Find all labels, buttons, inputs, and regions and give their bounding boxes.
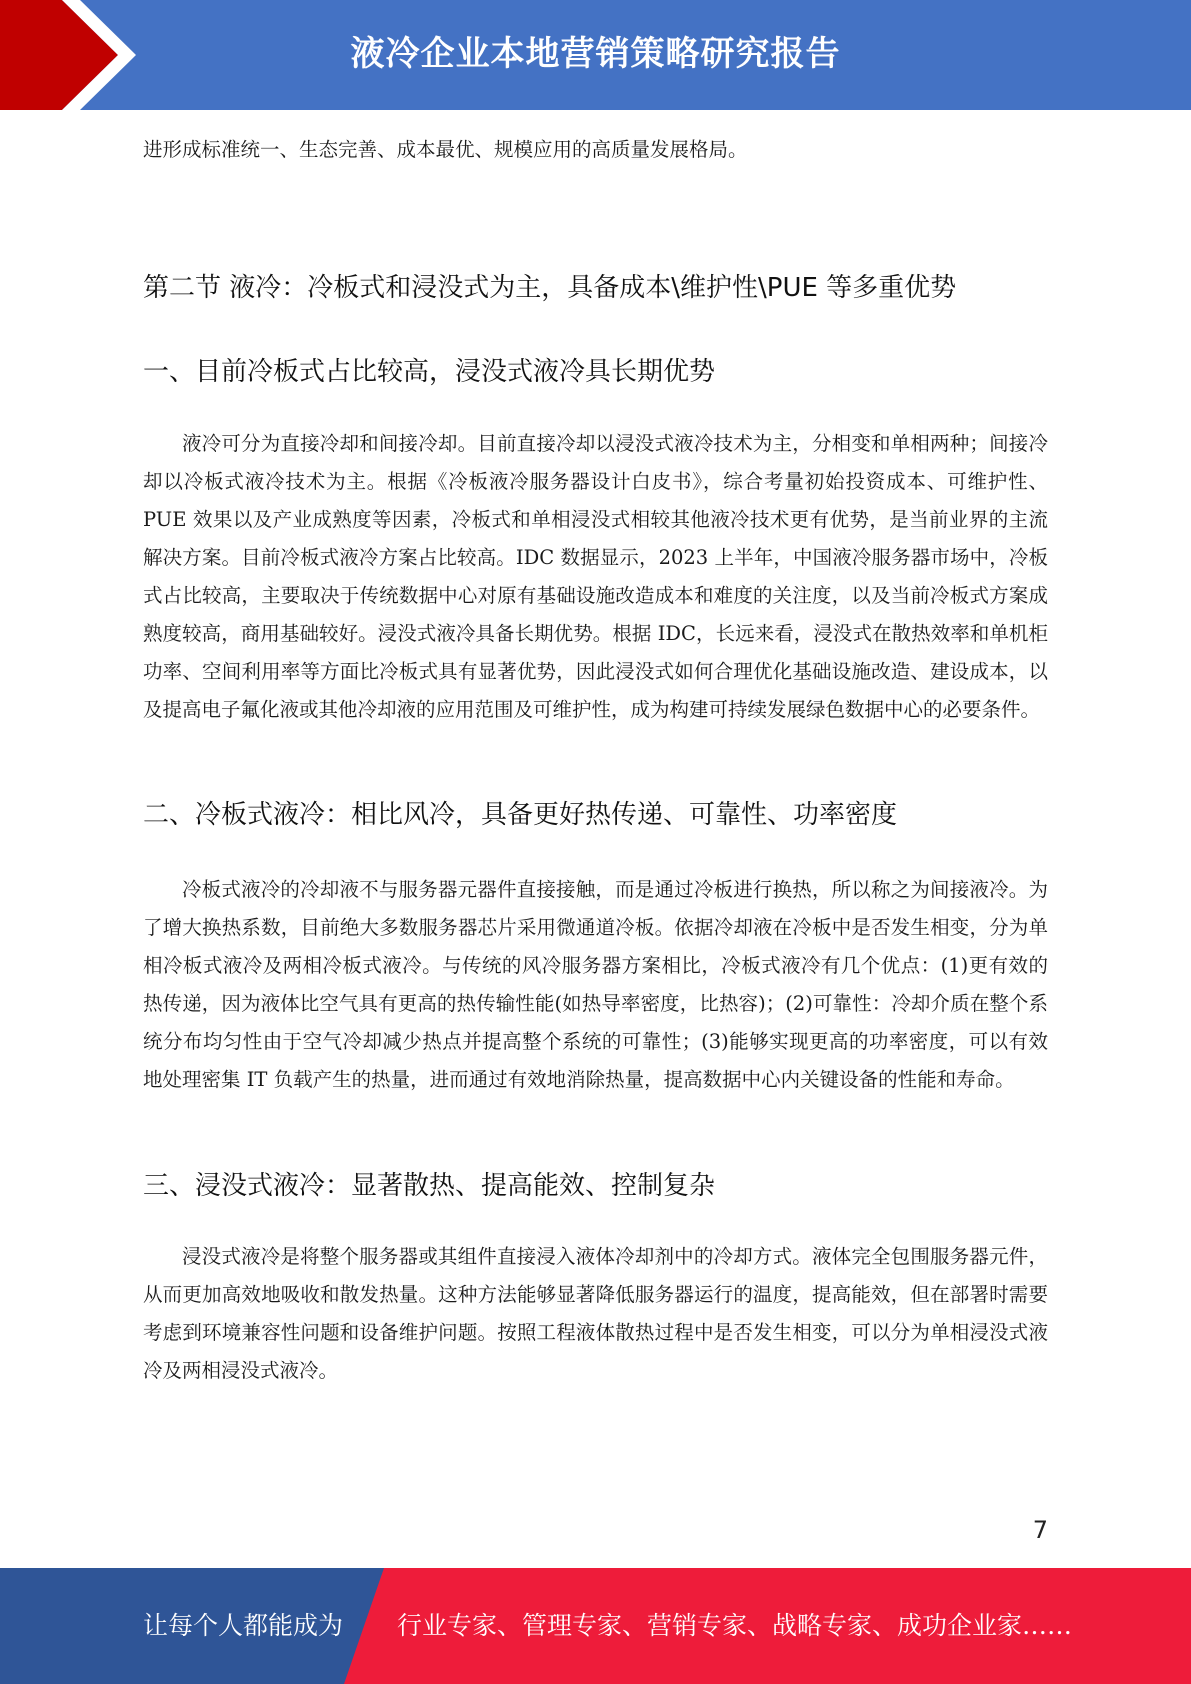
section-title: 第二节 液冷：冷板式和浸没式为主，具备成本\维护性\PUE 等多重优势: [143, 273, 957, 303]
intro-line: 进形成标准统一、生态完善、成本最优、规模应用的高质量发展格局。: [143, 138, 748, 161]
subsection-2-heading-block: [143, 795, 1048, 835]
subsection-1-body: [143, 425, 1048, 729]
subsection-heading: 二、冷板式液冷：相比风冷，具备更好热传递、可靠性、功率密度: [143, 800, 898, 830]
page-footer: [0, 1568, 1191, 1684]
header-title: 液冷企业本地营销策略研究报告: [350, 34, 841, 74]
page-number: 7: [1032, 1516, 1048, 1544]
subsection-2-body: [143, 871, 1048, 1099]
section-title-block: [143, 268, 1048, 308]
intro-text-block: [143, 131, 1048, 169]
subsection-paragraph: 浸没式液冷是将整个服务器或其组件直接浸入液体冷却剂中的冷却方式。液体完全包围服务器元件，从而更加高效地吸收和散发热量。这种方法能够显著降低服务器运行的温度，提高能效，但在部署时需要考虑到环境兼容性问题和设备维护问题。按照工程液体散热过程中是否发生相变，可以分为单相浸没式液冷及两相浸没式液冷。: [143, 1245, 1048, 1382]
subsection-heading: 一、目前冷板式占比较高，浸没式液冷具长期优势: [143, 357, 716, 387]
subsection-3-body: [143, 1238, 1048, 1390]
footer-slogan-right: 行业专家、管理专家、营销专家、战略专家、成功企业家……: [397, 1611, 1073, 1640]
subsection-paragraph: 冷板式液冷的冷却液不与服务器元器件直接接触，而是通过冷板进行换热，所以称之为间接液冷。为了增大换热系数，目前绝大多数服务器芯片采用微通道冷板。依据冷却液在冷板中是否发生相变，分为单相冷板式液冷及两相冷板式液冷。与传统的风冷服务器方案相比，冷板式液冷有几个优点：(1)更有效的热传递，因为液体比空气具有更高的热传输性能(如热导率密度，比热容)；(2)可靠性：冷却介质在整个系统分布均匀性由于空气冷却减少热点并提高整个系统的可靠性；(3)能够实现更高的功率密度，可以有效地处理密集 IT 负载产生的热量，进而通过有效地消除热量，提高数据中心内关键设备的性能和寿命。: [143, 878, 1048, 1091]
footer-slogan-left: 让每个人都能成为: [143, 1611, 344, 1640]
subsection-paragraph: 液冷可分为直接冷却和间接冷却。目前直接冷却以浸没式液冷技术为主，分相变和单相两种；间接冷却以冷板式液冷技术为主。根据《冷板液冷服务器设计白皮书》，综合考量初始投资成本、可维护性、PUE 效果以及产业成熟度等因素，冷板式和单相浸没式相较其他液冷技术更有优势，是当前业界的主流解决方案。目前冷板式液冷方案占比较高。IDC 数据显示，2023 上半年，中国液冷服务器市场中，冷板式占比较高，主要取决于传统数据中心对原有基础设施改造成本和难度的关注度，以及当前冷板式方案成熟度较高，商用基础较好。浸没式液冷具备长期优势。根据 IDC，长远来看，浸没式在散热效率和单机柜功率、空间利用率等方面比冷板式具有显著优势，因此浸没式如何合理优化基础设施改造、建设成本，以及提高电子氟化液或其他冷却液的应用范围及可维护性，成为构建可持续发展绿色数据中心的必要条件。: [143, 432, 1048, 721]
page-header: [0, 0, 1191, 110]
subsection-1-heading-block: [143, 352, 1048, 392]
subsection-3-heading-block: [143, 1166, 1048, 1206]
subsection-heading: 三、浸没式液冷：显著散热、提高能效、控制复杂: [143, 1171, 716, 1201]
